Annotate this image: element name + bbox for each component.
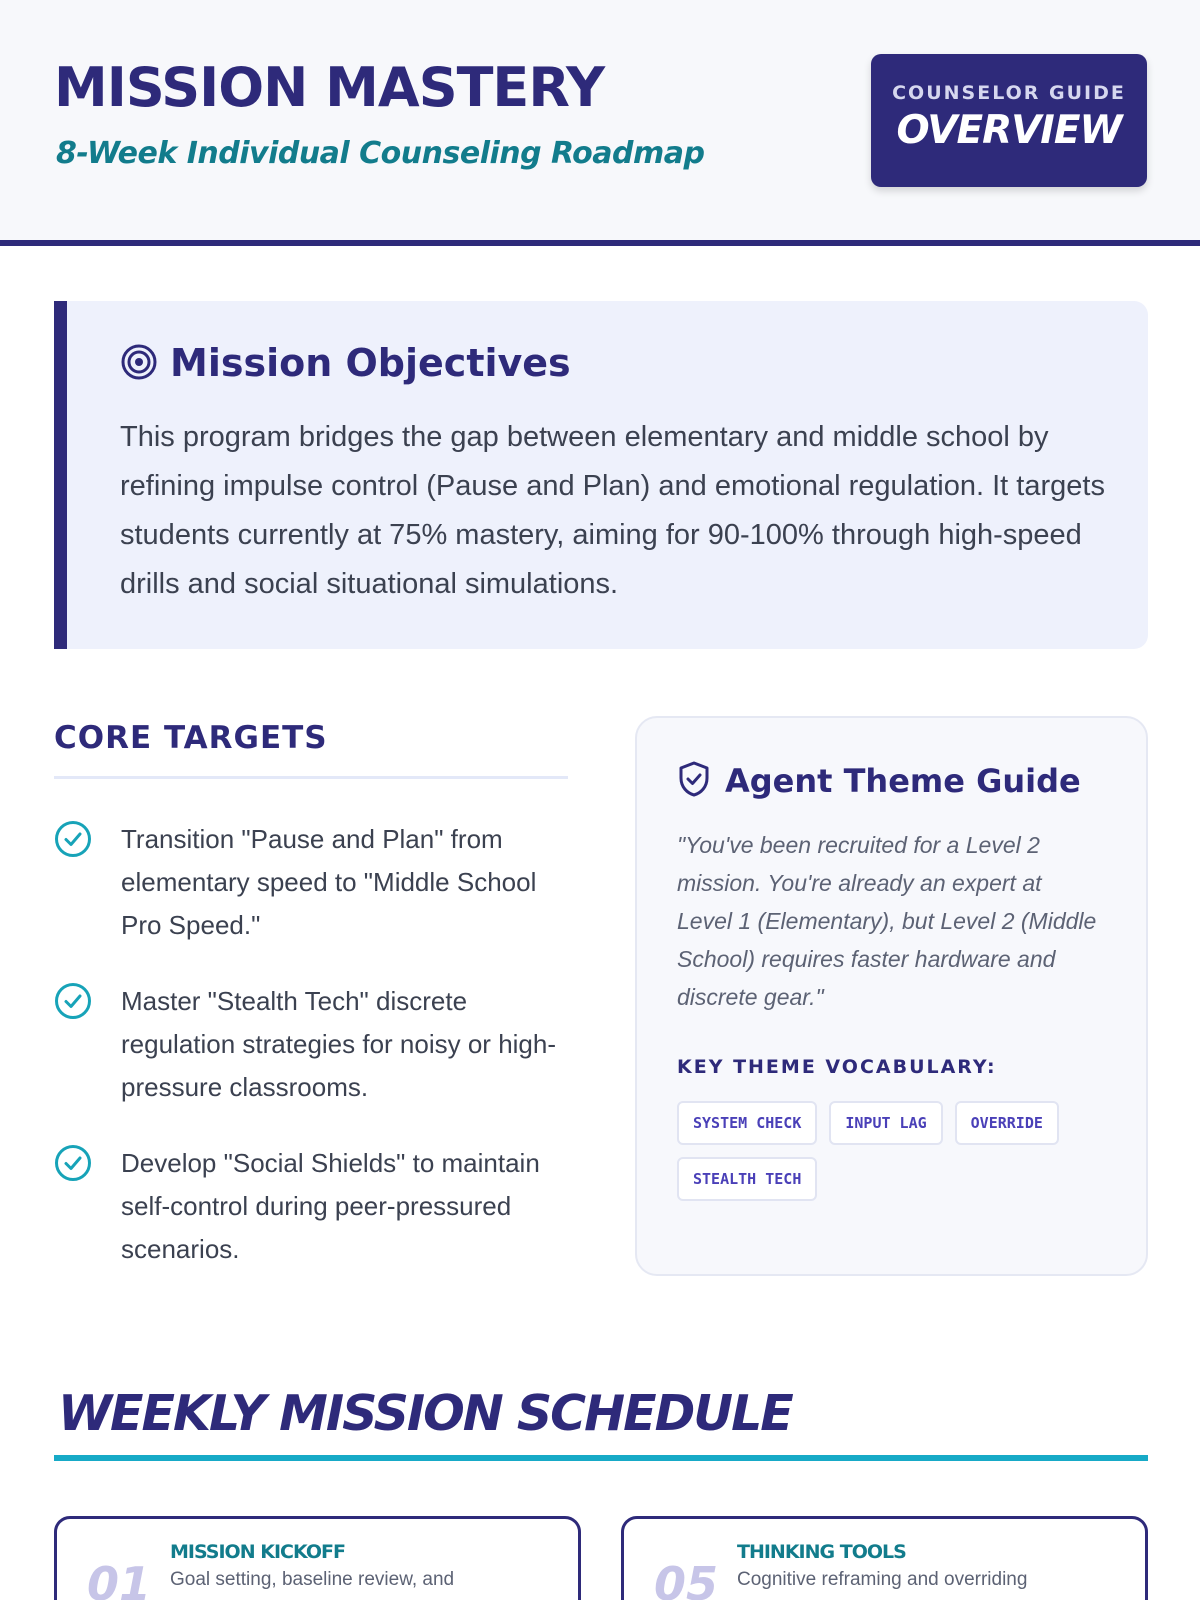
week-number: 01 xyxy=(87,1557,152,1600)
vocab-chip: OVERRIDE xyxy=(955,1101,1059,1145)
page-title: MISSION MASTERY xyxy=(54,56,605,119)
core-target-text: Master "Stealth Tech" discrete regulation strategies for noisy or high-pressure classrooms. xyxy=(121,986,557,1102)
week-description: Cognitive reframing and overriding xyxy=(737,1569,1028,1590)
vocab-chip: SYSTEM CHECK xyxy=(677,1101,817,1145)
theme-quote: "You've been recruited for a Level 2 mission. You're already an expert at Level 1 (Elementary), but Level 2 (Middle School) requires faster hardware and discrete gear." xyxy=(677,832,1097,1010)
vocab-chip: INPUT LAG xyxy=(829,1101,942,1145)
theme-guide-heading xyxy=(677,760,1081,800)
week-card xyxy=(621,1516,1148,1600)
badge-label: COUNSELOR GUIDE xyxy=(892,82,1126,104)
vocab-chip: STEALTH TECH xyxy=(677,1157,817,1201)
guide-badge xyxy=(871,54,1147,187)
check-circle-icon xyxy=(54,1144,92,1182)
objectives-title: Mission Objectives xyxy=(170,341,571,385)
week-card xyxy=(54,1516,581,1600)
core-target-item xyxy=(54,818,574,947)
check-circle-icon xyxy=(54,982,92,1020)
week-number: 05 xyxy=(654,1557,719,1600)
week-name: MISSION KICKOFF xyxy=(170,1541,345,1563)
page-header xyxy=(0,0,1200,246)
objectives-heading xyxy=(120,341,571,385)
theme-guide-title: Agent Theme Guide xyxy=(725,762,1081,800)
shield-icon xyxy=(677,760,711,798)
mission-objectives-panel xyxy=(54,301,1148,649)
page-subtitle: 8-Week Individual Counseling Roadmap xyxy=(56,136,705,171)
core-targets-divider xyxy=(54,776,568,779)
badge-value: OVERVIEW xyxy=(896,108,1122,153)
week-name: THINKING TOOLS xyxy=(737,1541,906,1563)
week-description: Goal setting, baseline review, and xyxy=(170,1569,455,1590)
check-circle-icon xyxy=(54,820,92,858)
vocab-chip-list xyxy=(677,1101,1117,1213)
core-target-text: Transition "Pause and Plan" from elementary speed to "Middle School Pro Speed." xyxy=(121,824,537,940)
schedule-title: WEEKLY MISSION SCHEDULE xyxy=(58,1385,792,1442)
target-icon xyxy=(120,343,158,381)
core-targets-list xyxy=(54,818,574,1304)
objectives-body: This program bridges the gap between elementary and middle school by refining impulse control (Pause and Plan) and emotional regulation. It targets students currently at 75% mastery, aiming for 90-100% through high-speed drills and social situational simulations. xyxy=(120,421,1105,600)
agent-theme-guide-card xyxy=(635,716,1148,1276)
core-target-text: Develop "Social Shields" to maintain self-control during peer-pressured scenarios. xyxy=(121,1148,540,1264)
schedule-divider xyxy=(54,1455,1148,1461)
core-targets-title: CORE TARGETS xyxy=(54,720,328,756)
core-target-item xyxy=(54,980,574,1109)
core-target-item xyxy=(54,1142,574,1271)
vocab-title: KEY THEME VOCABULARY: xyxy=(677,1056,997,1078)
